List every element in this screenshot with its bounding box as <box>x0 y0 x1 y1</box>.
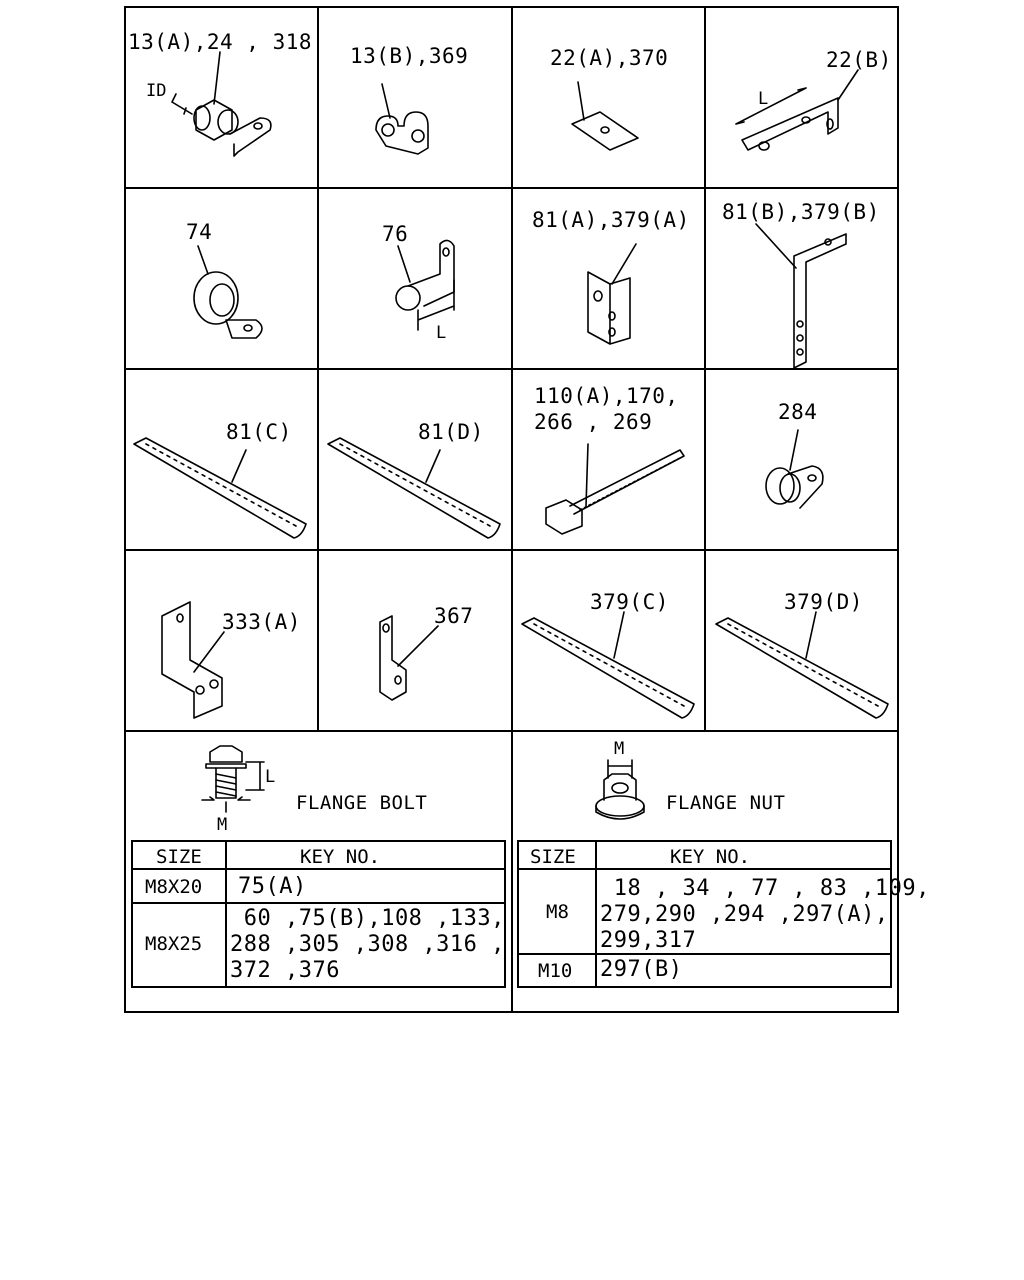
nut-row-1-keys-line3: 299,317 <box>600 928 697 953</box>
bolt-header-key: KEY NO. <box>300 846 381 868</box>
dim-id: ID <box>146 81 167 101</box>
bracket-81a-drawing <box>588 244 636 344</box>
clamp-76-drawing <box>396 240 454 330</box>
nut-row-1-keys-line1: 18 , 34 , 77 , 83 ,109, <box>600 876 930 901</box>
label-22a: 22(A),370 <box>550 46 669 70</box>
flange-bolt-title: FLANGE BOLT <box>296 792 428 814</box>
nut-row-2-size: M10 <box>538 960 573 982</box>
clamp-13a-drawing <box>172 52 271 156</box>
label-76: 76 <box>382 222 409 246</box>
bracket-367-drawing <box>380 616 438 700</box>
bracket-81b-drawing <box>756 224 846 368</box>
plate-22a-drawing <box>572 82 638 150</box>
bracket-333a-drawing <box>162 602 224 718</box>
bolt-dim-m: M <box>217 815 228 835</box>
strip-81d-drawing <box>328 438 500 538</box>
nut-header-key: KEY NO. <box>670 846 751 868</box>
clamp-74-drawing <box>194 246 262 338</box>
label-110a-line1: 110(A),170, <box>534 384 679 408</box>
nut-dim-m: M <box>614 739 625 759</box>
nut-row-2-keys: 297(B) <box>600 957 683 982</box>
label-379c: 379(C) <box>590 590 669 614</box>
label-81d: 81(D) <box>418 420 484 444</box>
flange-nut-drawing <box>596 760 644 819</box>
strip-81c-drawing <box>134 438 306 538</box>
label-367: 367 <box>434 604 474 628</box>
dim-l-76: L <box>436 323 447 343</box>
label-22b: 22(B) <box>826 48 892 72</box>
label-81b: 81(B),379(B) <box>722 200 880 224</box>
bolt-row-2-size: M8X25 <box>145 933 203 955</box>
flange-bolt-drawing <box>202 746 264 812</box>
bracket-22b-drawing <box>736 70 858 150</box>
strip-379c-drawing <box>522 612 694 718</box>
bolt-dim-l: L <box>265 767 276 787</box>
nut-header-size: SIZE <box>530 846 576 868</box>
bolt-row-2-keys-line1: 60 ,75(B),108 ,133, <box>230 906 505 931</box>
label-379d: 379(D) <box>784 590 863 614</box>
bolt-row-1-size: M8X20 <box>145 876 203 898</box>
bolt-row-2-keys-line3: 372 ,376 <box>230 958 340 983</box>
flange-nut-title: FLANGE NUT <box>666 792 786 814</box>
dim-l-22b: L <box>758 89 769 109</box>
bolt-header-size: SIZE <box>156 846 202 868</box>
bolt-row-1-keys: 75(A) <box>238 874 307 899</box>
clamp-284-drawing <box>766 430 823 508</box>
strip-379d-drawing <box>716 612 888 718</box>
label-333a: 333(A) <box>222 610 301 634</box>
nut-row-1-size: M8 <box>546 901 569 923</box>
label-13b: 13(B),369 <box>350 44 469 68</box>
label-13a: 13(A),24 , 318 <box>128 30 313 54</box>
label-81a: 81(A),379(A) <box>532 208 690 232</box>
label-110a-line2: 266 , 269 <box>534 410 653 434</box>
label-284: 284 <box>778 400 818 424</box>
cable-tie-drawing <box>546 444 684 534</box>
label-81c: 81(C) <box>226 420 292 444</box>
bolt-row-2-keys-line2: 288 ,305 ,308 ,316 , <box>230 932 505 957</box>
nut-row-1-keys-line2: 279,290 ,294 ,297(A), <box>600 902 889 927</box>
clamp-13b-drawing <box>376 84 428 154</box>
label-74: 74 <box>186 220 213 244</box>
